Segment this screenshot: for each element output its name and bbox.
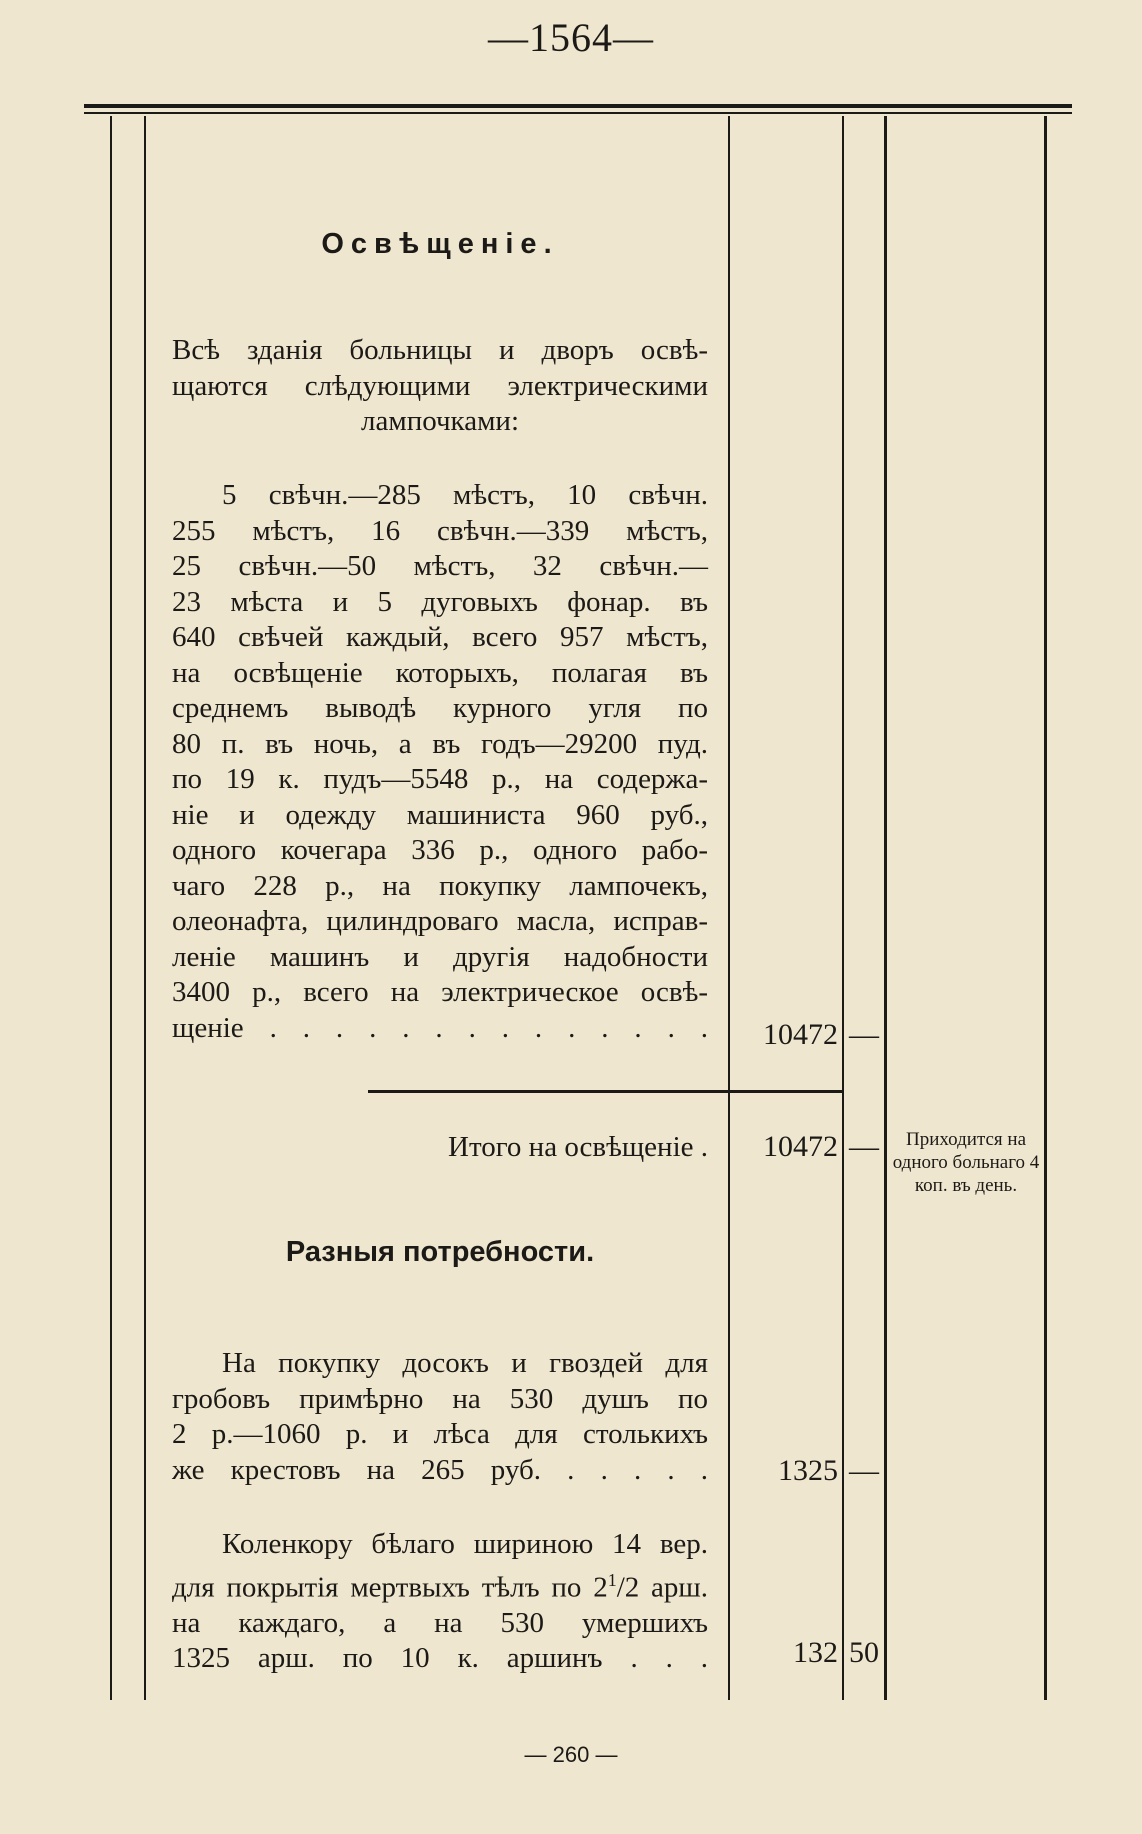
- body-line: 640 свѣчей каждый, всего 957 мѣстъ,: [172, 621, 708, 653]
- body-line: 25 свѣчн.—50 мѣстъ, 32 свѣчн.—: [172, 550, 708, 582]
- body-line: 5 свѣчн.—285 мѣстъ, 10 свѣчн.: [222, 479, 708, 511]
- body-line: 255 мѣстъ, 16 свѣчн.—339 мѣстъ,: [172, 514, 708, 547]
- item-line: На покупку досокъ и гвоздей для: [222, 1347, 708, 1379]
- intro-line: Всѣ зданія больницы и дворъ освѣ-: [172, 334, 708, 366]
- item-line: [172, 1563, 708, 1606]
- note-column-line: [884, 116, 887, 1700]
- table-top-rule-thin: [84, 112, 1072, 114]
- lighting-amount: 10472: [763, 1018, 838, 1051]
- item-line: Коленкору бѣлаго шириною 14 вер.: [222, 1528, 708, 1560]
- item-line: на каждаго, а на 530 умершихъ: [172, 1606, 708, 1639]
- section-heading-lighting: Освѣщеніе.: [321, 228, 559, 260]
- intro-line: лампочками:: [361, 405, 519, 437]
- item-line-last: 1325 арш. по 10 к. аршинъ . . .: [172, 1642, 708, 1675]
- lighting-total-amount: 10472: [763, 1130, 838, 1163]
- body-line: среднемъ выводѣ курного угля по: [172, 692, 708, 724]
- page-number-bottom: — 260 —: [524, 1742, 618, 1767]
- lighting-intro: [172, 333, 708, 440]
- per-patient-note: Приходится на одного больнаго 4 коп. въ день.: [892, 1129, 1040, 1196]
- body-line: по 19 к. пудъ—5548 р., на содержа-: [172, 763, 708, 795]
- item-line: 2 р.—1060 р. и лѣса для столькихъ: [172, 1418, 708, 1450]
- item-line-last: же крестовъ на 265 руб. . . . . .: [172, 1453, 708, 1486]
- body-line: ніе и одежду машиниста 960 руб.,: [172, 798, 708, 831]
- left-inner-border-line: [144, 116, 146, 1700]
- section-heading-misc: Разныя потребности.: [285, 1236, 595, 1268]
- body-line-last: щеніе . . . . . . . . . . . . . .: [172, 1011, 708, 1044]
- misc-item-2-kop: 50: [849, 1636, 879, 1669]
- misc-item-1: [172, 1346, 708, 1488]
- misc-item-2-amount: 132: [793, 1636, 838, 1669]
- lighting-kop: —: [849, 1018, 879, 1051]
- table-top-rule: [84, 104, 1072, 108]
- lighting-total-label: Итого на освѣщеніе .: [448, 1131, 708, 1163]
- misc-item-1-kop: —: [849, 1454, 879, 1487]
- misc-item-2: [172, 1527, 708, 1677]
- body-line: 3400 р., всего на электрическое освѣ-: [172, 976, 708, 1008]
- kop-column-line: [842, 116, 844, 1700]
- misc-item-1-amount: 1325: [778, 1454, 838, 1487]
- lighting-total-kop: —: [849, 1130, 879, 1163]
- intro-line: щаются слѣдующими электрическими: [172, 369, 708, 402]
- body-line: чаго 228 р., на покупку лампочекъ,: [172, 869, 708, 902]
- body-line: 23 мѣста и 5 дуговыхъ фонар. въ: [172, 585, 708, 618]
- item-text: для покрытія мертвыхъ тѣлъ по 2: [172, 1571, 608, 1604]
- item-line: гробовъ примѣрно на 530 душъ по: [172, 1382, 708, 1415]
- right-border-line: [1044, 116, 1047, 1700]
- subtotal-rule: [368, 1090, 844, 1093]
- item-text: /2 арш.: [616, 1571, 709, 1604]
- body-line: на освѣщеніе которыхъ, полагая въ: [172, 656, 708, 689]
- fraction-numerator: 1: [607, 1569, 617, 1590]
- lighting-body: [172, 478, 708, 1046]
- body-line: одного кочегара 336 р., одного рабо-: [172, 834, 708, 866]
- body-line: 80 п. въ ночь, а въ годъ—29200 пуд.: [172, 727, 708, 760]
- body-line: леніе машинъ и другія надобности: [172, 940, 708, 973]
- body-line: олеонафта, цилиндроваго масла, исправ-: [172, 905, 708, 937]
- page-number-top: —1564—: [488, 15, 654, 60]
- left-border-line: [110, 116, 112, 1700]
